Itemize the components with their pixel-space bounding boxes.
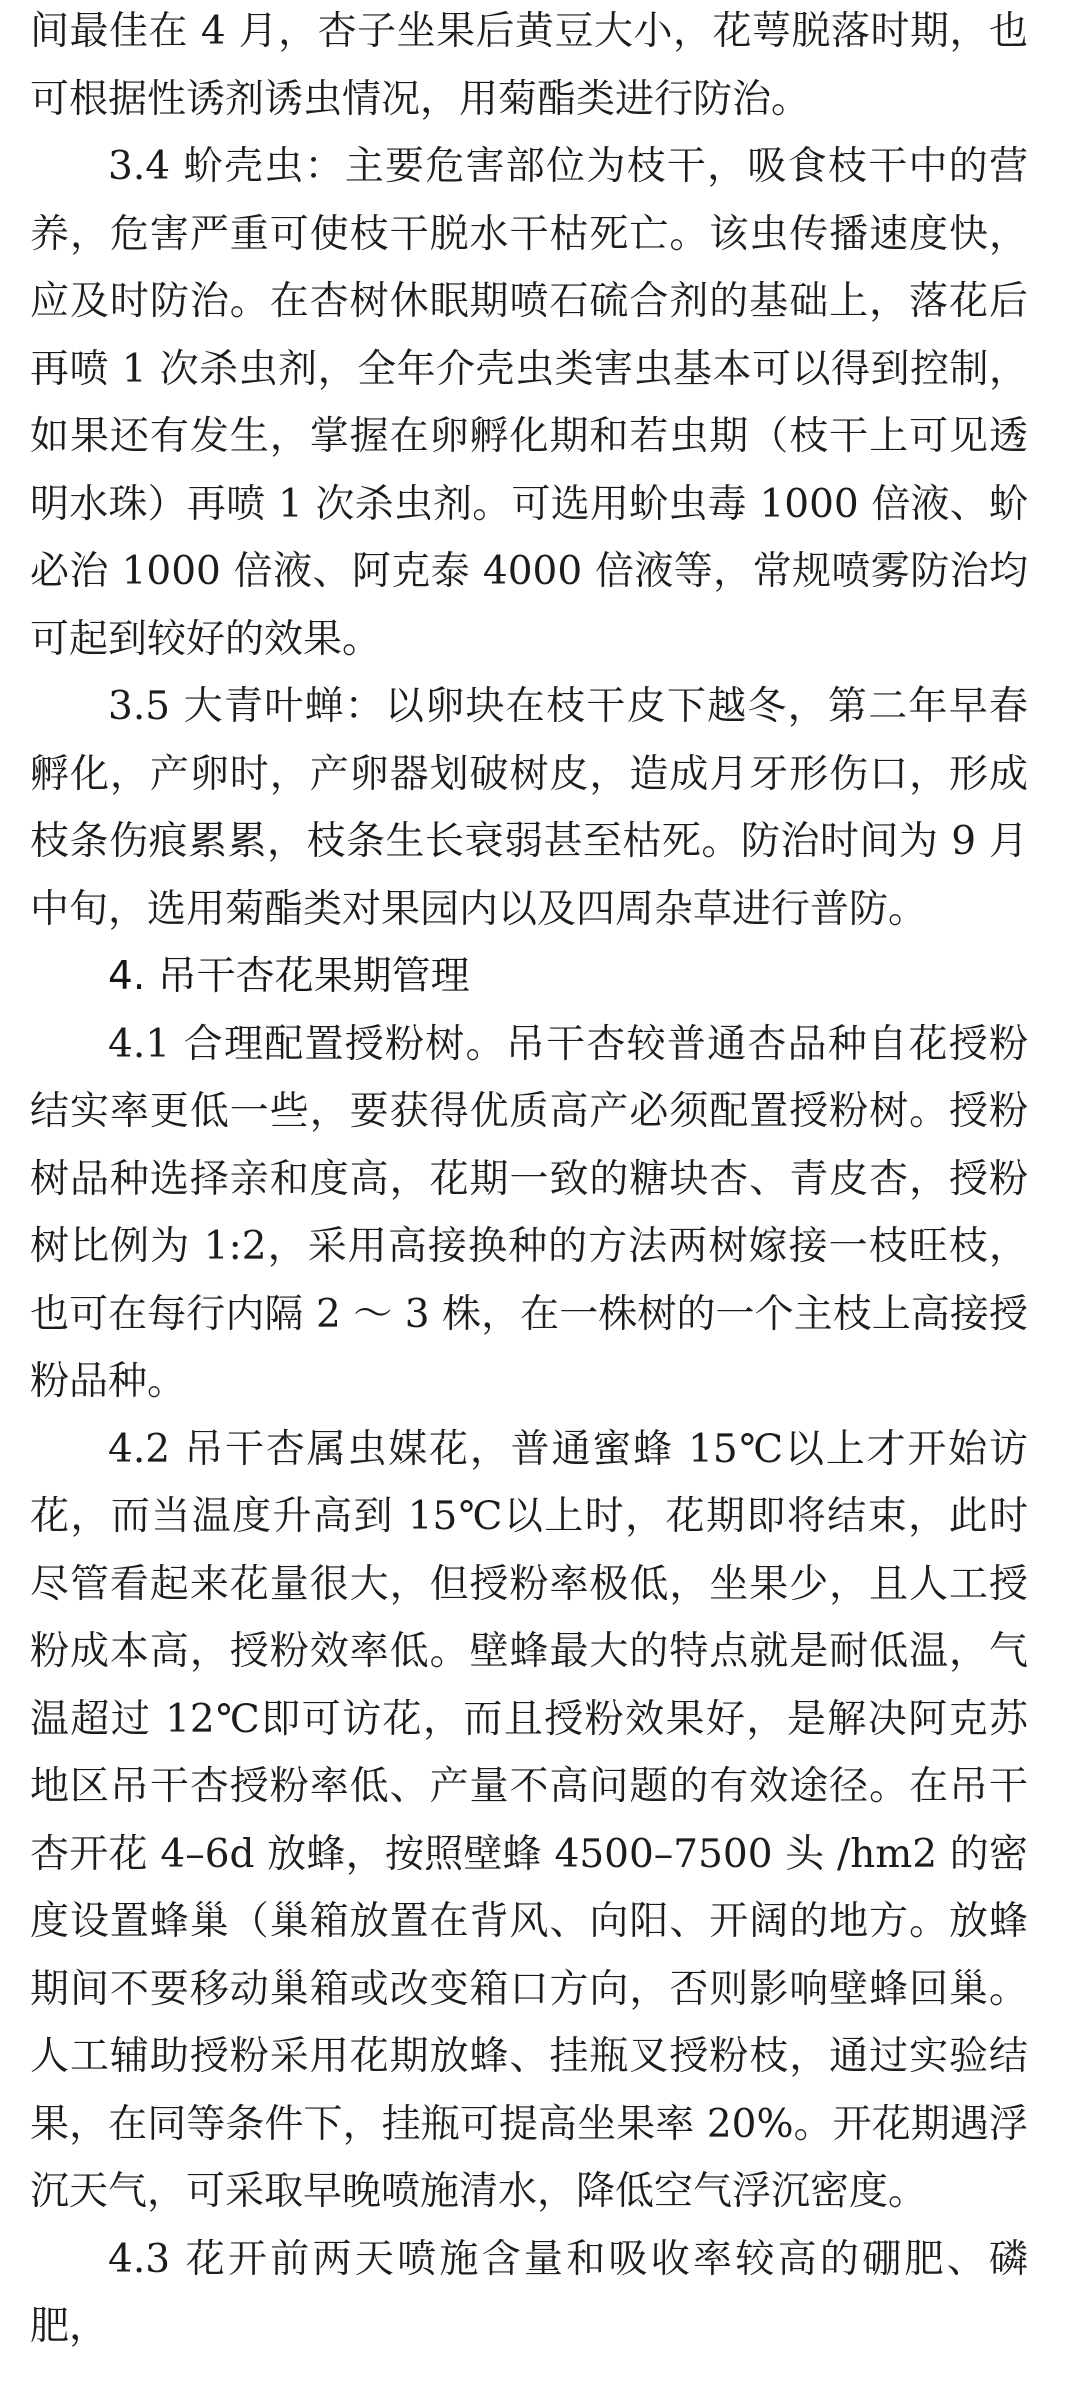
paragraph-scale-insect: 3.4 蚧壳虫：主要危害部位为枝干，吸食枝干中的营养，危害严重可使枝干脱水干枯死亡。该虫传播速度快，应及时防治。在杏树休眠期喷石硫合剂的基础上，落花后再喷 1 次杀虫剂，全年介壳虫类害虫基本可以得到控制，如果还有发生，掌握在卵孵化期和若虫期（枝干上可见透明水珠）再喷 1 次杀虫剂。可选用蚧虫毒 1000 倍液、蚧必治 1000 倍液、阿克泰 4000 倍液等，常规喷雾防治均可起到较好的效果。 xyxy=(30,144,1028,662)
paragraph-leafhopper: 3.5 大青叶蝉：以卵块在枝干皮下越冬，第二年早春孵化，产卵时，产卵器划破树皮，造成月牙形伤口，形成枝条伤痕累累，枝条生长衰弱甚至枯死。防治时间为 9 月中旬，选用菊酯类对果园内以及四周杂草进行普防。 xyxy=(30,684,1028,932)
paragraph-boron-fertilizer: 4.3 花开前两天喷施含量和吸收率较高的硼肥、磷肥， xyxy=(30,2236,1028,2349)
paragraph-pollinizer-trees: 4.1 合理配置授粉树。吊干杏较普通杏品种自花授粉结实率更低一些，要获得优质高产必须配置授粉树。授粉树品种选择亲和度高，花期一致的糖块杏、青皮杏，授粉树比例为 1:2，采用高接换种的方法两树嫁接一枝旺枝，也可在每行内隔 2 ～ 3 株，在一株树的一个主枝上高接授粉品种。 xyxy=(30,1021,1028,1404)
section-heading-flower-fruit: 4. 吊干杏花果期管理 xyxy=(108,954,470,999)
paragraph-bee-pollination: 4.2 吊干杏属虫媒花，普通蜜蜂 15℃以上才开始访花，而当温度升高到 15℃以上时，花期即将结束，此时尽管看起来花量很大，但授粉率极低，坐果少，且人工授粉成本高，授粉效率低。壁蜂最大的特点就是耐低温，气温超过 12℃即可访花，而且授粉效果好，是解决阿克苏地区吊干杏授粉率低、产量不高问题的有效途径。在吊干杏开花 4–6d 放蜂，按照壁蜂 4500–7500 头 /hm2 的密度设置蜂巢（巢箱放置在背风、向阳、开阔的地方。放蜂期间不要移动巢箱或改变箱口方向，否则影响壁蜂回巢。人工辅助授粉采用花期放蜂、挂瓶叉授粉枝，通过实验结果，在同等条件下，挂瓶可提高坐果率 20%。开花期遇浮沉天气，可采取早晚喷施清水，降低空气浮沉密度。 xyxy=(30,1426,1028,2214)
paragraph-moth-control-end: 间最佳在 4 月，杏子坐果后黄豆大小，花萼脱落时期，也可根据性诱剂诱虫情况，用菊酯类进行防治。 xyxy=(30,9,1028,122)
article-body xyxy=(30,0,1028,2361)
